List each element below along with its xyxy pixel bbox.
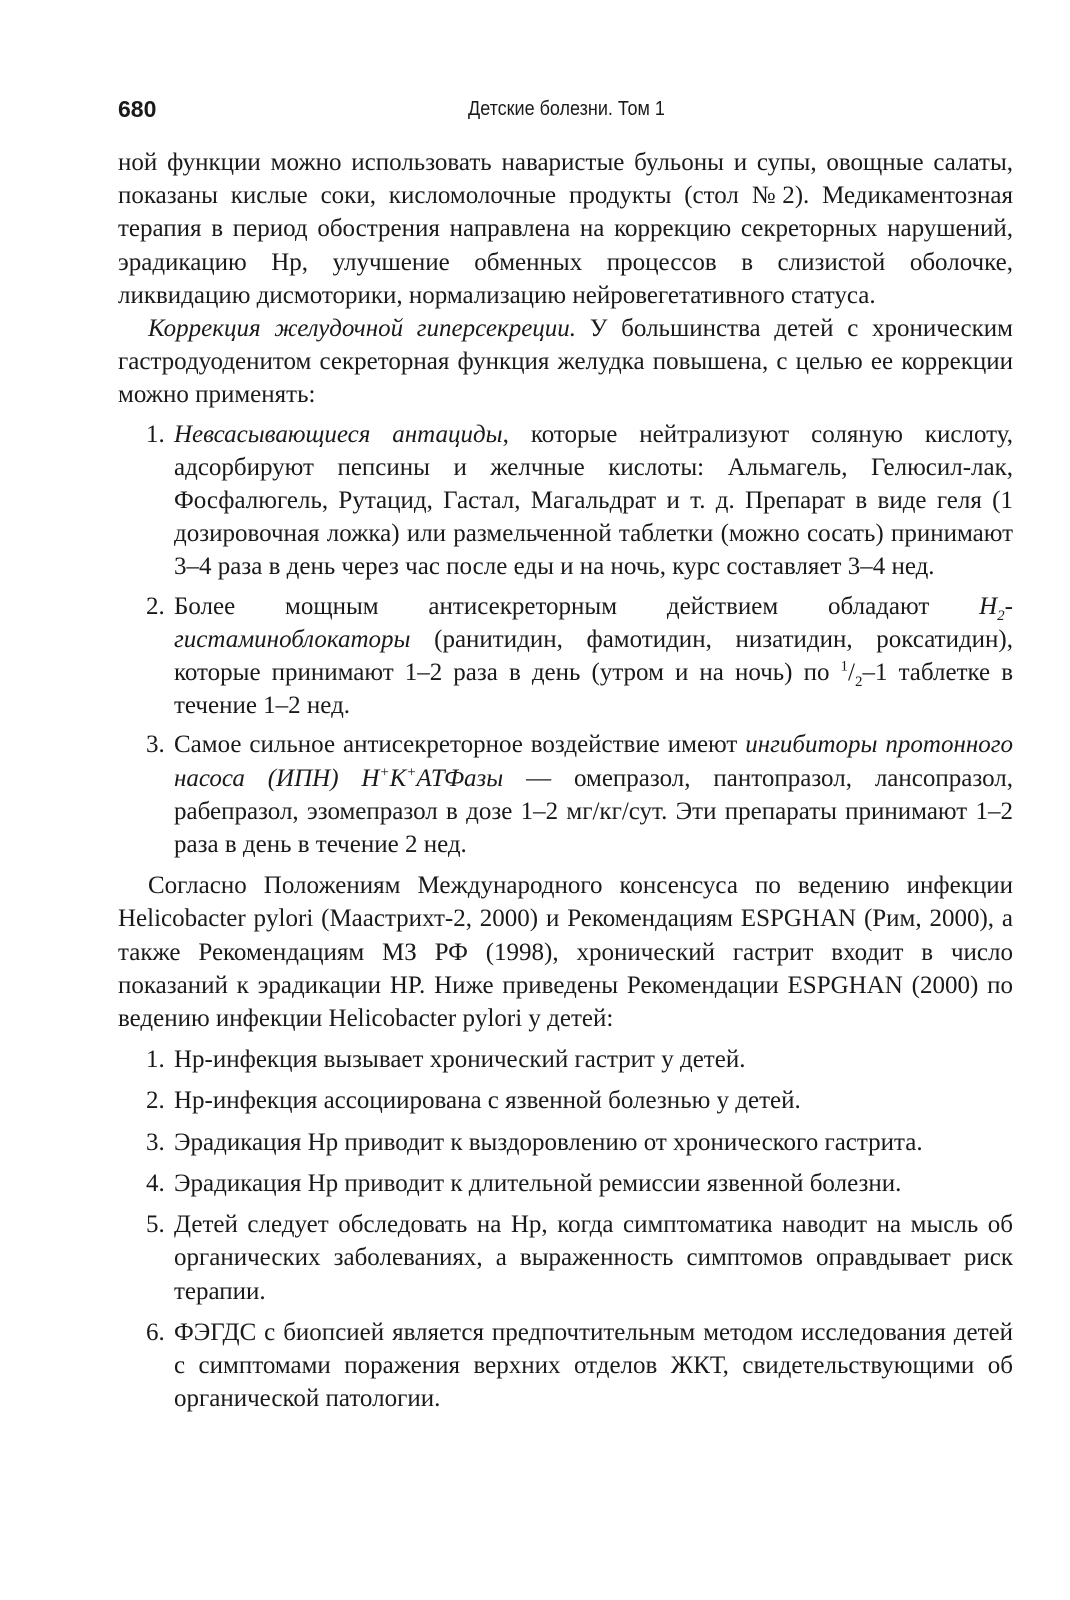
drug-class-term: АТФазы [416,764,504,792]
list-item-text: (ранитидин, фамотидин, низатидин, роксатидин), которые принимают 1–2 раза в день (утром и на ночь) по [174,625,1013,687]
page-body [118,146,1013,1423]
list-item-text: –1 таблетке в течение 1–2 нед. [174,659,1013,720]
list-item [118,1084,1013,1117]
list-item-number: 6. [146,1318,165,1346]
list-item-text: Эрадикация Нр приводит к выздоровлению от хронического гастрита. [174,1128,923,1156]
fraction-numerator: 1 [840,658,849,675]
list-item-number: 1. [146,420,165,448]
list-item-number: 2. [146,1087,165,1115]
list-item-number: 5. [146,1211,165,1239]
list-item-text: — омепразол, пантопразол, лансопразол, рабепразол, эзомепразол в дозе 1–2 мг/кг/сут. Эти препараты принимают 1–2 раза в день в течение 2 нед. [174,764,1013,859]
list-item-ppi [118,728,1013,861]
list-item-text: Нр-инфекция вызывает хронический гастрит у детей. [174,1046,746,1074]
list-item-number: 1. [146,1046,165,1074]
paragraph-consensus: Согласно Положениям Международного консенсуса по ведению инфекции Helicobacter pylori (Маастрихт-2, 2000) и Рекомендациям ESPGHAN (Рим, 2000), а также Рекомендациям МЗ РФ (1998), хронический гастрит входит в число показаний к эрадикации HP. Ниже приведены Рекомендации ESPGHAN (2000) по ведению инфекции Helicobacter pylori у детей: [118,872,1013,1033]
recommendations-list [118,1043,1013,1415]
superscript: + [379,764,390,781]
running-header [118,96,1013,128]
list-item-h2-blockers [118,590,1013,723]
list-item-text: Детей следует обследовать на Нр, когда симптоматика наводит на мысль об органических заболеваниях, а выраженность симптомов оправдывает риск терапии. [174,1211,1013,1305]
list-item-text: Нр-инфекция ассоциирована с язвенной болезнью у детей. [174,1087,801,1115]
drug-class-term: K [389,764,407,792]
list-item-number: 3. [146,1128,165,1156]
list-item-text: Более мощным антисекреторным действием обладают [174,592,980,620]
subscript: 2 [997,607,1005,624]
drug-class-term: -гистаминоблокаторы [174,592,1013,653]
section-lead-heading: Коррекция желудочной гиперсекреции. [148,315,577,343]
drug-class-term: Невсасывающиеся антациды [174,420,503,448]
fraction-slash: / [848,659,855,687]
list-item-text: , которые нейтрализуют соляную кислоту, адсорбируют пепсины и желчные кислоты: Альмагель, Гелюсил-лак, Фосфалюгель, Рутацид, Гастал, Магальдрат и т. д. Препарат в виде геля (1 дозировочная ложка) или размельченной таблетки (можно сосать) принимают 3–4 раза в день через час после еды и на ночь, курс составляет 3–4 нед. [174,420,1013,581]
list-item [118,1208,1013,1308]
list-item [118,1167,1013,1200]
paragraph-diet-therapy: ной функции можно использовать наваристые бульоны и супы, овощные салаты, показаны кислые соки, кисломолочные продукты (стол №2). Медикаментозная терапия в период обострения направлена на коррекцию секреторных нарушений, эрадикацию Нр, улучшение обменных процессов в слизистой оболочке, ликвидацию дисмоторики, нормализацию нейровегетативного статуса. [118,149,1013,309]
drug-class-term: ингибиторы протонного насоса (ИПН) H [174,731,1013,792]
fraction-denominator: 2 [855,674,863,691]
list-item-number: 4. [146,1169,165,1197]
list-item-text: Эрадикация Нр приводит к длительной ремиссии язвенной болезни. [174,1169,902,1197]
list-item-text: Самое сильное антисекреторное воздействие имеют [174,731,746,759]
list-item-text: ФЭГДС с биопсией является предпочтительным методом исследования детей с симптомами поражения верхних отделов ЖКТ, свидетельствующими об органической патологии. [174,1318,1013,1413]
list-item-number: 2. [146,592,165,620]
running-title: Детские болезни. Том 1 [468,98,665,120]
paragraph-hypersecretion-correction [118,312,1013,412]
page-number: 680 [118,96,157,122]
list-item [118,1126,1013,1159]
paragraph-text: У большинства детей с хроническим гастродуоденитом секреторная функция желудка повышена, с целью ее коррекции можно применять: [118,315,1013,409]
list-item-number: 3. [146,731,165,759]
drug-class-term: H [979,592,998,620]
list-item [118,1043,1013,1076]
list-item [118,1316,1013,1416]
therapy-list [118,418,1013,862]
superscript: + [406,764,417,781]
list-item-antacids [118,418,1013,584]
